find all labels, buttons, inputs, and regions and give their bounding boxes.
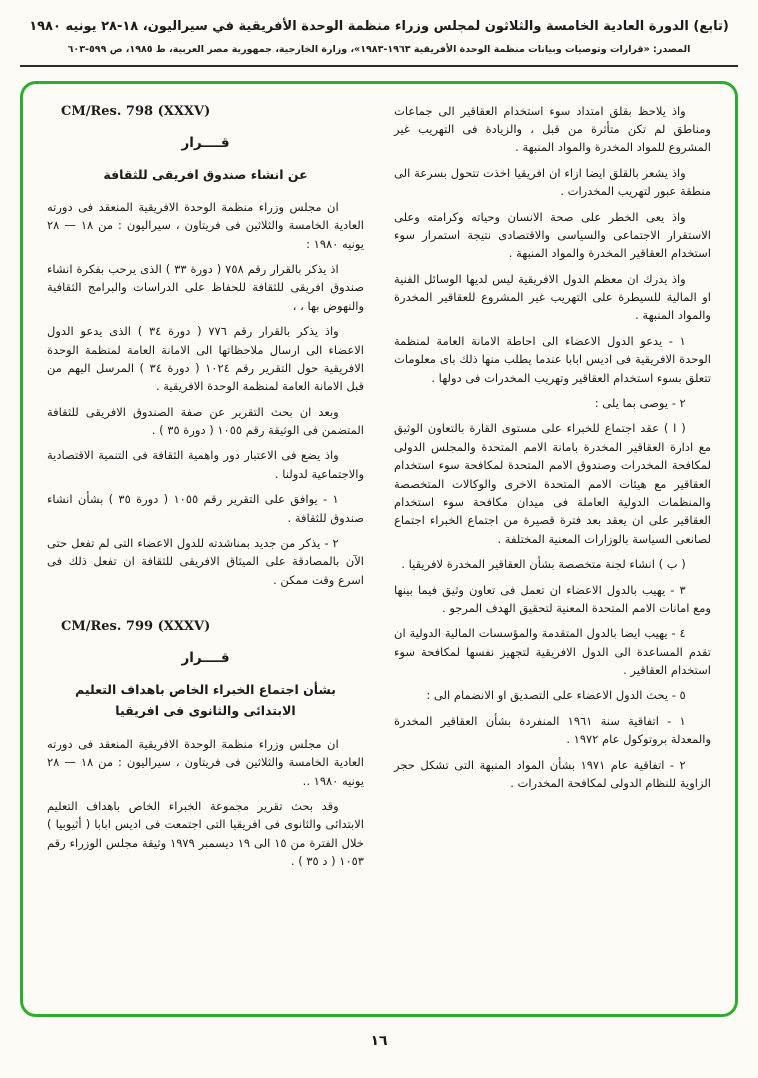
convention-item-2: ٢ - اتفاقية عام ١٩٧١ بشأن المواد المنبهة التى تشكل حجر الزاوية للنظام الدولى لمكافحة المخدرات . <box>394 757 711 791</box>
page-number: ١٦ <box>370 1032 388 1049</box>
clause-4: ٤ - يهيب ايضا بالدول المتقدمة والمؤسسات المالية الدولية ان تقدم المساعدة الى الدول الافريقية لتجهيز نفسها لمكافحة سوء استخدام العقاقير . <box>394 626 711 678</box>
clause-1: ١ - يوافق على التقرير رقم ١٠٥٥ ( دورة ٣٥ ) بشأن انشاء صندوق للثقافة . <box>47 492 364 525</box>
column-left <box>47 102 364 1004</box>
paragraph: واذ يضع فى الاعتبار دور واهمية الثقافة فى التنمية الاقتصادية والاجتماعية لدولنا . <box>47 448 364 481</box>
document-frame <box>20 81 738 1017</box>
paragraph-preamble: واذ يلاحظ بقلق امتداد سوء استخدام العقاقير الى جماعات ومناطق لم تكن متأثرة من قبل ، والزيادة فى التهريب غير المشروع للمواد المخدرة والمواد المنبهة . <box>394 103 711 155</box>
paragraph: واذ يذكر بالقرار رقم ٧٧٦ ( دورة ٣٤ ) الذى يدعو الدول الاعضاء الى ارسال ملاحظاتها الى الامانة العامة لمنظمة الوحدة الافريقية حول التقرير رقم ١٠٢٤ ( دورة ٣٤ ) المرسل اليهم من قبل الامانة العامة لمنظمة الوحدة الافريقية . <box>47 324 365 394</box>
clause-3: ٣ - يهيب بالدول الاعضاء ان تعمل فى تعاون وثيق فيما بينها ومع امانات الامم المتحدة المعنية لتحقيق الهدف المرجو . <box>394 582 711 615</box>
paragraph-preamble: واذ يشعر بالقلق ايضا ازاء ان افريقيا اخذت تتحول بسرعة الى منطقة عبور لتهريب المخدرات . <box>394 165 711 199</box>
resolution-798-subject: عن انشاء صندوق افريقى للثقافة <box>103 166 308 182</box>
resolution-798-number: CM/Res. 798 (XXXV) <box>61 103 211 119</box>
paragraph: ان مجلس وزراء منظمة الوحدة الافريقية المنعقد فى دورته العادية الخامسة والثلاثين فى فريتاون ، سيراليون : من ١٨ — ٢٨ يونيه ١٩٨٠ : <box>47 199 364 251</box>
clause-5: ٥ - يحث الدول الاعضاء على التصديق او الانضمام الى : <box>426 688 686 703</box>
paragraph: وقد بحث تقرير مجموعة الخبراء الخاص باهداف التعليم الابتدائى والثانوى فى افريقيا التى اجتمعت فى اديس ابابا ( أثيوبيا ) خلال الفترة من ١٥ الى ١٩ ديسمبر ١٩٧٩ وثيقة مجلس الوزراء رقم ١٠٥٣ ( د ٣٥ ) . <box>47 798 364 869</box>
clause-2-item-a: ( ا ) عقد اجتماع للخبراء على مستوى القارة بالتعاون الوثيق مع ادارة العقاقير المخدرة بامانة الامم المتحدة والمجلس الدولى لمكافحة المخدرات وصندوق الامم المتحدة لمكافحة سوء استخدام العقاقير مع هيئات الامم المتحدة الاخرى والوكالات المتخصصة والمنظمات الدولية العاملة فى ميدان مكافحة سوء استخدام العقاقير على ان يعقد بعد فترة قصيرة من اجتماع الخبراء اجتماع لصانعى السياسة بالوزارات المعنية المختلفة . <box>394 421 711 546</box>
page-header <box>0 0 758 55</box>
paragraph: اذ يذكر بالقرار رقم ٧٥٨ ( دورة ٣٣ ) الذى يرحب بفكرة انشاء صندوق افريقى للثقافة للحفاظ على الدراسات والبرامج الثقافية والنهوض بها ، ، <box>47 261 364 313</box>
resolution-799-heading: قــــرار <box>181 650 230 667</box>
paragraph-preamble: واذ يدرك ان معظم الدول الافريقية ليس لديها الوسائل الفنية او المالية للسيطرة على التهريب غير المشروع للعقاقير المخدرة والمواد المنبهة . <box>394 271 711 323</box>
header-divider <box>20 65 738 67</box>
header-source: المصدر: «قرارات وتوصيات وبيانات منظمة الوحدة الأفريقية ١٩٦٣-١٩٨٣»، وزارة الخارجية، جمهورية مصر العربية، ط ١٩٨٥، ص ٥٩٩-٦٠٣ <box>67 43 691 55</box>
two-column-layout <box>47 102 711 1004</box>
clause-2: ٢ - يذكر من جديد بمناشدته للدول الاعضاء التى لم تفعل حتى الآن بالمصادقة على الميثاق الافريقى للثقافة ان تفعل ذلك فى اسرع وقت ممكن . <box>47 536 364 587</box>
column-right <box>394 102 711 1004</box>
paragraph-preamble: واذ يعى الخطر على صحة الانسان وحياته وكرامته وعلى الاستقرار الاجتماعى والسياسى والاقتصادى نتيجة استمرار سوء استخدام العقاقير المخدرة والمواد المنبهة . <box>394 209 711 261</box>
convention-item-1: ١ - اتفاقية سنة ١٩٦١ المنفردة بشأن العقاقير المخدرة والمعدلة بروتوكول عام ١٩٧٢ . <box>394 713 711 747</box>
paragraph: وبعد ان بحث التقرير عن صفة الصندوق الافريقى للثقافة المتضمن فى الوثيقة رقم ١٠٥٥ ( دورة ٣٥ ) . <box>47 404 364 438</box>
clause-1: ١ - يدعو الدول الاعضاء الى احاطة الامانة العامة لمنظمة الوحدة الافريقية فى اديس ابابا عندما يطلب منها ذلك باى معلومات تتعلق بسوء استخدام العقاقير وتهريب المخدرات فى دولها . <box>394 333 711 385</box>
header-title: (تابع) الدورة العادية الخامسة والثلاثون لمجلس وزراء منظمة الوحدة الأفريقية في سيراليون، ١٨-٢٨ يونيه ١٩٨٠ <box>29 19 729 34</box>
resolution-799-number: CM/Res. 799 (XXXV) <box>61 619 211 635</box>
clause-2-item-b: ( ب ) انشاء لجنة متخصصة بشأن العقاقير المخدرة لافريقيا . <box>401 557 686 572</box>
clause-2: ٢ - يوصى بما يلى : <box>594 396 686 411</box>
resolution-799-subject: بشأن اجتماع الخبراء الخاص باهداف التعليم الابتدائى والثانوى فى افريقيا <box>75 682 336 719</box>
paragraph: ان مجلس وزراء منظمة الوحدة الافريقية المنعقد فى دورته العادية الخامسة والثلاثين فى فريتاون ، سيراليون : من ١٨ — ٢٨ يونيه ١٩٨٠ .. <box>47 736 364 788</box>
resolution-798-heading: قــــرار <box>181 134 230 151</box>
